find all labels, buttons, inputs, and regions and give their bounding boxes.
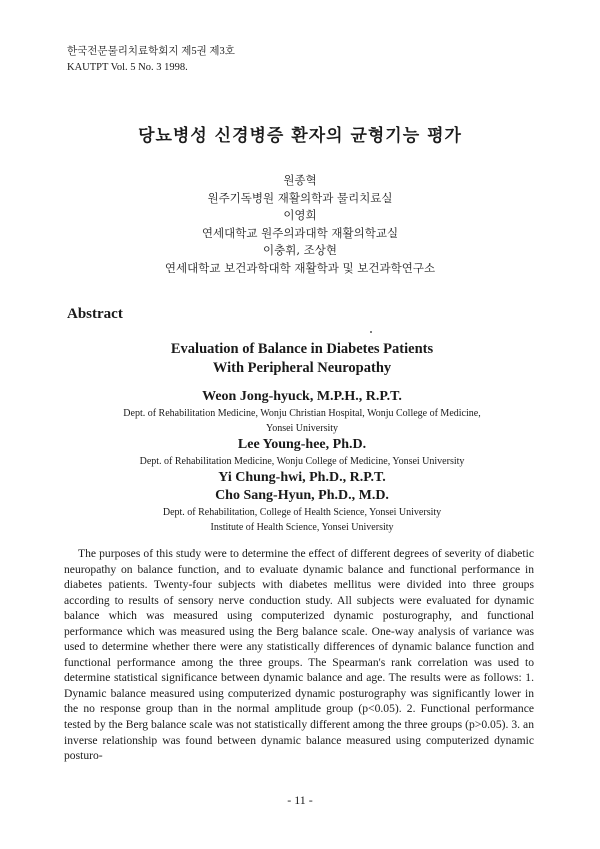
korean-author-1: 원종혁	[283, 173, 317, 187]
korean-authors	[0, 172, 600, 278]
korean-affiliation-1: 원주기독병원 재활의학과 물리치료실	[207, 190, 393, 205]
korean-author-2: 이영희	[283, 208, 317, 223]
english-author-1: Weon Jong-hyuck, M.P.H., R.P.T.	[202, 389, 402, 404]
stray-dot	[370, 331, 372, 333]
english-title	[0, 340, 600, 378]
korean-affiliation-3: 연세대학교 보건과학대학 재활학과 및 보건과학연구소	[164, 260, 436, 275]
journal-volume-english: KAUTPT Vol. 5 No. 3 1998.	[67, 62, 188, 73]
journal-header	[67, 44, 235, 76]
abstract-heading: Abstract	[67, 306, 123, 322]
english-author-3: Yi Chung-hwi, Ph.D., R.P.T.	[218, 470, 386, 485]
english-title-line-2: With Peripheral Neuropathy	[212, 360, 392, 376]
journal-name-korean: 한국전문물리치료학회지 제5권 제3호	[67, 46, 235, 57]
english-affiliation-1-line-2: Yonsei University	[265, 423, 339, 434]
abstract-body: The purposes of this study were to determine the effect of different degrees of severity of diabetic neuropathy on balance function, and to evaluate dynamic balance and functional performance in diabetes patients. Twenty-four subjects with diabetes mellitus were divided into three groups according to results of sensory nerve conduction study. All subjects were evaluated for dynamic balance which was measured using computerized dynamic posturography, and functional performance which was measured using the Berg balance scale. One-way analysis of variance was used to determine whether there were any statistically differences of dynamic balance function and functional performance among the three groups. The Spearman's rank correlation was used to determine statistical significance between dynamic balance and age. The results were as follows: 1. Dynamic balance measured using computerized dynamic posturography was significantly lower in the no response group than in the normal amplitude group (p<0.05). 2. Functional performance tested by the Berg balance scale was not statistically different among the three groups (p>0.05). 3. an inverse relationship was found between dynamic balance measured using computerized dynamic posturo-	[64, 547, 534, 763]
english-authors	[0, 388, 600, 535]
english-affiliation-3-line-2: Institute of Health Science, Yonsei University	[210, 522, 394, 533]
page-number: - 11 -	[287, 793, 313, 807]
english-title-line-1: Evaluation of Balance in Diabetes Patients	[170, 341, 434, 357]
english-author-2: Lee Young-hee, Ph.D.	[237, 437, 367, 452]
korean-title: 당뇨병성 신경병증 환자의 균형기능 평가	[138, 126, 462, 146]
english-affiliation-2: Dept. of Rehabilitation Medicine, Wonju College of Medicine, Yonsei University	[139, 456, 465, 467]
english-affiliation-3-line-1: Dept. of Rehabilitation, College of Health Science, Yonsei University	[162, 507, 442, 518]
english-author-4: Cho Sang-Hyun, Ph.D., M.D.	[215, 488, 389, 503]
korean-affiliation-2: 연세대학교 원주의과대학 재활의학교실	[201, 225, 399, 240]
english-affiliation-1-line-1: Dept. of Rehabilitation Medicine, Wonju Christian Hospital, Wonju College of Medicine,	[123, 408, 481, 419]
korean-author-3: 이충휘, 조상현	[263, 243, 337, 258]
